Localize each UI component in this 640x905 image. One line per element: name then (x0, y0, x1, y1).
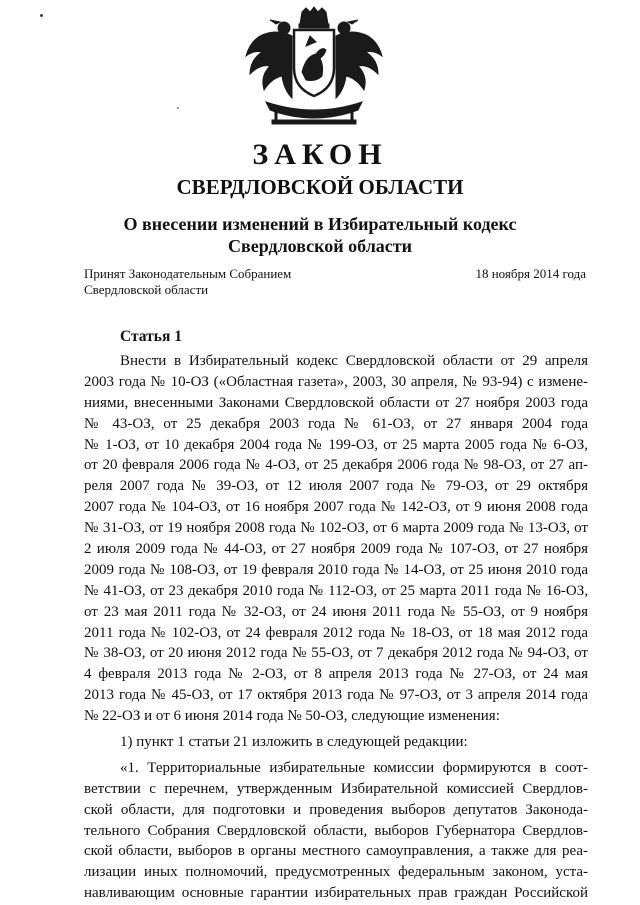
paragraph-line: реля 2007 года № 39-ОЗ, от 12 июля 2007 года № 79-ОЗ, от 29 октября (84, 478, 588, 495)
paragraph-line: 2007 года № 104-ОЗ, от 16 ноября 2007 года № 142-ОЗ, от 9 июня 2008 года (84, 499, 588, 516)
paragraph-line: 2013 года № 45-ОЗ, от 17 октября 2013 года № 97-ОЗ, от 3 апреля 2014 года (84, 687, 588, 704)
article-heading: Статья 1 (120, 328, 182, 345)
scan-speck (40, 14, 43, 17)
paragraph-line: 2009 года № 108-ОЗ, от 19 февраля 2010 года № 14-ОЗ, от 25 июня 2010 года (84, 561, 588, 578)
paragraph-line: № 31-ОЗ, от 19 ноября 2008 года № 102-ОЗ, от 6 марта 2009 года № 13-ОЗ, от (84, 520, 588, 537)
law-name-line: О внесении изменений в Избирательный кодекс (123, 214, 517, 234)
paragraph-line: Внести в Избирательный кодекс Свердловской области от 29 апреля (120, 353, 588, 369)
quote-line: ской области, для подготовки и проведения выборов депутатов Законода- (84, 801, 588, 818)
quote-line: лизации иных полномочий, предусмотренных федеральным законом, уста- (84, 864, 588, 881)
paragraph-line: № 43-ОЗ, от 25 декабря 2003 года № 61-ОЗ, от 27 января 2004 года (84, 415, 588, 432)
article-body (84, 351, 588, 904)
quote-line: навливающим основные гарантии избирательных прав граждан Российской (84, 885, 588, 902)
paragraph-line: № 1-ОЗ, от 10 декабря 2004 года № 199-ОЗ, от 25 марта 2005 года № 6-ОЗ, (84, 436, 588, 453)
paragraph-line: 2 июля 2009 года № 44-ОЗ, от 27 ноября 2009 года № 107-ОЗ, от 27 ноября (84, 541, 588, 558)
document-subtitle: СВЕРДЛОВСКОЙ ОБЛАСТИ (176, 175, 464, 199)
adopted-by-line: Принят Законодательным Собранием (84, 266, 292, 281)
paragraph-line: 2011 года № 102-ОЗ, от 24 февраля 2012 года № 18-ОЗ, от 18 мая 2012 года (84, 624, 588, 641)
paragraph-line: № 38-ОЗ, от 20 июня 2012 года № 55-ОЗ, от 7 декабря 2012 года № 94-ОЗ, от (84, 645, 588, 662)
paragraph-line: № 41-ОЗ, от 23 декабря 2010 года № 112-ОЗ, от 25 марта 2011 года № 16-ОЗ, (84, 582, 588, 599)
scan-speck (177, 107, 179, 109)
paragraph-line: ниями, внесенными Законами Свердловской области от 27 ноября 2003 года (84, 394, 588, 411)
law-name (0, 213, 640, 257)
quote-line: ской области, выборов в органы местного самоуправления, а также для реа- (84, 843, 588, 860)
quote-line: тельного Собрания Свердловской области, выборов Губернатора Свердлов- (84, 822, 588, 839)
quote-line: «1. Территориальные избирательные комиссии формируются в соот- (120, 759, 588, 776)
item-line: 1) пункт 1 статьи 21 изложить в следующей редакции: (120, 734, 468, 751)
adopted-by (84, 266, 291, 298)
adopted-date: 18 ноября 2014 года (475, 266, 586, 281)
quote-line: ветствии с перечнем, утвержденным Избирательной комиссией Свердлов- (84, 780, 588, 797)
coat-of-arms-icon (236, 6, 392, 128)
paragraph-line: № 22-ОЗ и от 6 июня 2014 года № 50-ОЗ, следующие изменения: (84, 708, 500, 725)
document-title: ЗАКОН (252, 138, 388, 171)
paragraph-line: от 23 мая 2011 года № 32-ОЗ, от 24 июня 2011 года № 55-ОЗ, от 9 ноября (84, 603, 588, 620)
paragraph-line: 2003 года № 10-ОЗ («Областная газета», 2003, 30 апреля, № 93-94) с измене- (84, 373, 588, 390)
paragraph-line: 4 февраля 2013 года № 2-ОЗ, от 8 апреля 2013 года № 27-ОЗ, от 24 мая (84, 666, 588, 683)
law-name-line: Свердловской области (227, 236, 413, 256)
adopted-by-line: Свердловской области (84, 282, 209, 297)
paragraph-line: от 20 февраля 2006 года № 4-ОЗ, от 25 декабря 2006 года № 98-ОЗ, от 27 ап- (84, 457, 588, 474)
